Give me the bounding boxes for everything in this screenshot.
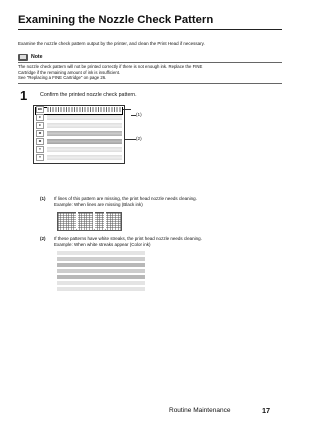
black-line-pattern xyxy=(47,107,122,112)
nozzle-pattern-diagram xyxy=(33,105,125,164)
color-bar xyxy=(57,287,145,291)
pattern-row xyxy=(36,139,122,145)
color-pattern xyxy=(47,139,122,144)
page-number: 17 xyxy=(262,406,271,415)
note-header xyxy=(18,53,43,61)
ink-tag: M xyxy=(36,138,44,145)
item-2-line: Example: When white streaks appear (Color ink) xyxy=(54,241,151,247)
ink-tag: BK xyxy=(37,107,43,112)
footer-section: Routine Maintenance xyxy=(169,407,231,414)
callout-1-label: (1) xyxy=(136,112,142,117)
color-pattern xyxy=(47,123,122,128)
note-line: The nozzle check pattern will not be printed correctly if there is not enough ink. Replace the FINE xyxy=(18,64,203,69)
item-2-line: If these patterns have white streaks, the print head nozzle needs cleaning. xyxy=(54,236,202,241)
note-body xyxy=(18,64,282,81)
callout-1-line xyxy=(123,109,131,110)
color-bar xyxy=(57,251,145,255)
note-divider-top xyxy=(18,62,282,63)
color-pattern xyxy=(47,155,122,160)
pattern-row xyxy=(36,107,122,113)
item-1-label: (1) xyxy=(40,196,46,201)
missing-line-gap xyxy=(104,212,106,229)
title-divider xyxy=(18,29,282,30)
item-1-line: Example: When lines are missing (Black ink) xyxy=(54,201,143,207)
ink-tag: C xyxy=(36,114,44,121)
item-1-text xyxy=(54,196,197,208)
color-bar xyxy=(57,275,145,279)
pattern-row xyxy=(36,147,122,153)
item-1-line: If lines of this pattern are missing, the print head nozzle needs cleaning. xyxy=(54,196,197,201)
ink-tag: C xyxy=(36,122,44,129)
ink-tag: Y xyxy=(36,154,44,161)
color-pattern xyxy=(47,115,122,120)
step-text: Confirm the printed nozzle check pattern. xyxy=(40,92,137,98)
note-line: See "Replacing a FINE Cartridge" on page 26. xyxy=(18,75,107,80)
color-pattern xyxy=(47,131,122,136)
pattern-row xyxy=(36,131,122,137)
callout-2-label: (2) xyxy=(136,136,142,141)
item-2-text xyxy=(54,236,202,248)
item-2-label: (2) xyxy=(40,236,46,241)
note-divider-bottom xyxy=(18,83,282,84)
note-line: Cartridge if the remaining amount of ink is insufficient. xyxy=(18,69,121,75)
pattern-row xyxy=(36,123,122,129)
pattern-row xyxy=(36,155,122,161)
note-icon xyxy=(18,54,28,61)
pattern-row xyxy=(36,115,122,121)
color-bar xyxy=(57,263,145,267)
missing-line-gap xyxy=(76,212,78,229)
white-streaks-example xyxy=(57,251,145,291)
missing-line-gap xyxy=(93,212,95,229)
color-pattern xyxy=(47,147,122,152)
color-bar xyxy=(57,257,145,261)
ink-tag: Y xyxy=(36,146,44,153)
callout-2-connector xyxy=(124,139,136,140)
missing-lines-example xyxy=(57,212,122,231)
color-bar xyxy=(57,281,145,285)
note-label: Note xyxy=(31,54,43,60)
color-bar xyxy=(57,269,145,273)
intro-text: Examine the nozzle check pattern output by the printer, and clean the Print Head if necessary. xyxy=(18,41,205,46)
step-number: 1 xyxy=(20,88,28,103)
ink-tag: M xyxy=(36,130,44,137)
page-title: Examining the Nozzle Check Pattern xyxy=(18,14,214,26)
